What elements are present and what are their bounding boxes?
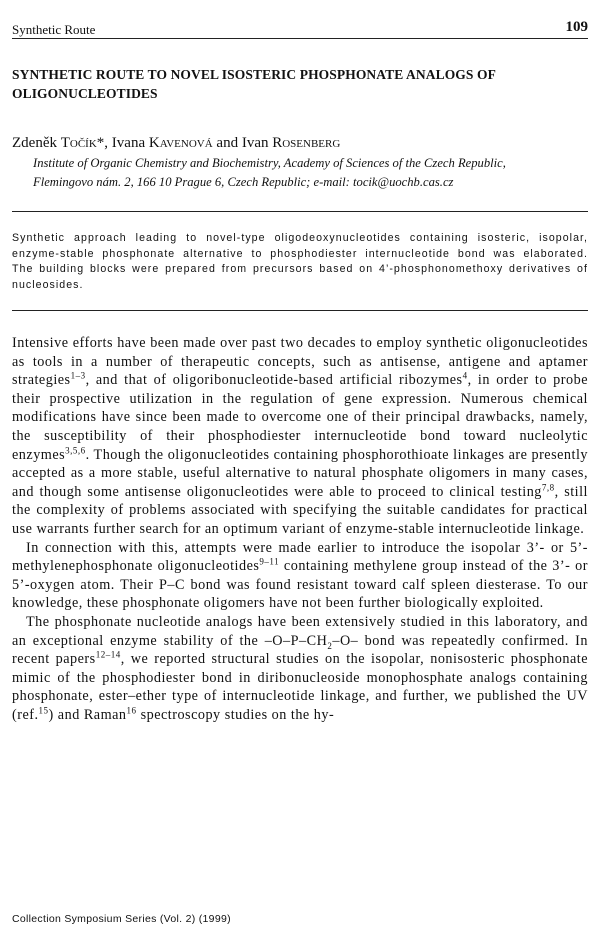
text-run: , still the complexity of problems associated with specifying the suitable candidates for practical use warrants further search for an optimum variant of enzyme-stable internucleotide linkage. [12, 483, 588, 537]
page-footer: Collection Symposium Series (Vol. 2) (1999) [12, 913, 231, 925]
affiliation-line: Institute of Organic Chemistry and Biochemistry, Academy of Sciences of the Czech Republic, [33, 156, 506, 170]
author-separator: , [104, 135, 112, 151]
affiliation [33, 154, 588, 192]
abstract-rule-top [12, 211, 588, 212]
corresponding-author-mark: * [96, 135, 105, 151]
text-run: ) and Raman [48, 706, 127, 723]
author-given-name: Zdeněk [12, 135, 57, 151]
author-given-name: Ivan [241, 135, 269, 151]
citation-ref: 4 [462, 370, 468, 381]
text-run: spectroscopy studies on the hy- [136, 706, 335, 723]
author-family-name: Rosenberg [272, 135, 341, 151]
text-run: , in order to probe their prospective utilization in the regulation of gene expression. Numerous chemical modifications have since been made to overcome one of their principal drawbacks, namely, the susceptibility of their phosphodiester internucleotide bond toward nucleolytic enzymes [12, 372, 588, 463]
author-family-name: Kavenová [148, 135, 213, 151]
text-run: , we reported structural studies on the isopolar, nonisosteric phosphonate mimic of the phosphodiester bond in diribonucleoside monophosphate analogs containing phosphonate, ester–ether type of internucleotide linkage, and further, we published the UV (ref. [12, 651, 588, 723]
body-text [12, 334, 588, 724]
abstract-rule-bottom [12, 310, 588, 311]
citation-ref: 1–3 [70, 370, 86, 381]
body-paragraph [12, 539, 588, 613]
text-run: . Though the oligonucleotides containing phosphorothioate linkages are presently accepted as a more stable, useful alternative to natural phosphate oligomers in many cases, and though some antisense oligonucleotides were able to proceed to clinical testing [12, 446, 588, 500]
author-given-name: Ivana [111, 135, 146, 151]
page-number: 109 [565, 19, 588, 35]
text-run: containing methylene group instead of the 3’- or 5’-oxygen atom. Their P–C bond was found resistant toward calf spleen diesterase. To our knowledge, these phosphonate oligomers have not been further biologically exploited. [12, 558, 588, 612]
citation-ref: 12–14 [95, 649, 121, 660]
citation-ref: 9–11 [259, 556, 280, 567]
citation-ref: 16 [126, 705, 137, 716]
body-paragraph [12, 334, 588, 539]
citation-ref: 7,8 [541, 482, 555, 493]
text-run: , and that of oligoribonucleotide-based artificial ribozymes [85, 372, 463, 389]
body-paragraph [12, 613, 588, 725]
citation-ref: 15 [38, 705, 49, 716]
author-list [12, 135, 340, 152]
running-head: Synthetic Route [12, 22, 96, 37]
text-run: In connection with this, attempts were made earlier to introduce the isopolar 3’- or 5’-methylenephosphonate oligonucleotides [12, 539, 588, 575]
citation-ref: 3,5,6 [65, 444, 86, 455]
author-family-name: Točík [60, 135, 97, 151]
article-title: SYNTHETIC ROUTE TO NOVEL ISOSTERIC PHOSPHONATE ANALOGS OF OLIGONUCLEOTIDES [12, 67, 496, 101]
subscript: 2 [327, 640, 333, 651]
abstract: Synthetic approach leading to novel-type oligodeoxynucleotides containing isosteric, isopolar, enzyme-stable phosphonate alternative to phosphodiester internucleotide bond was elaborated. The building blocks were prepared from precursors based on 4’-phosphonomethoxy derivatives of nucleosides. [12, 232, 588, 291]
page-header [12, 10, 588, 39]
text-run: Intensive efforts have been made over past two decades to employ synthetic oligonucleotides as tools in a number of therapeutic concepts, such as antisense, antigene and aptamer strategies [12, 335, 588, 389]
text-run: The phosphonate nucleotide analogs have been extensively studied in this laboratory, and an exceptional enzyme stability of the –O–P–CH [12, 613, 588, 649]
author-separator: and [212, 135, 242, 151]
text-run: –O– bond was repeatedly confirmed. In recent papers [12, 632, 588, 668]
affiliation-line: Flemingovo nám. 2, 166 10 Prague 6, Czech Republic; e-mail: tocik@uochb.cas.cz [33, 175, 454, 189]
